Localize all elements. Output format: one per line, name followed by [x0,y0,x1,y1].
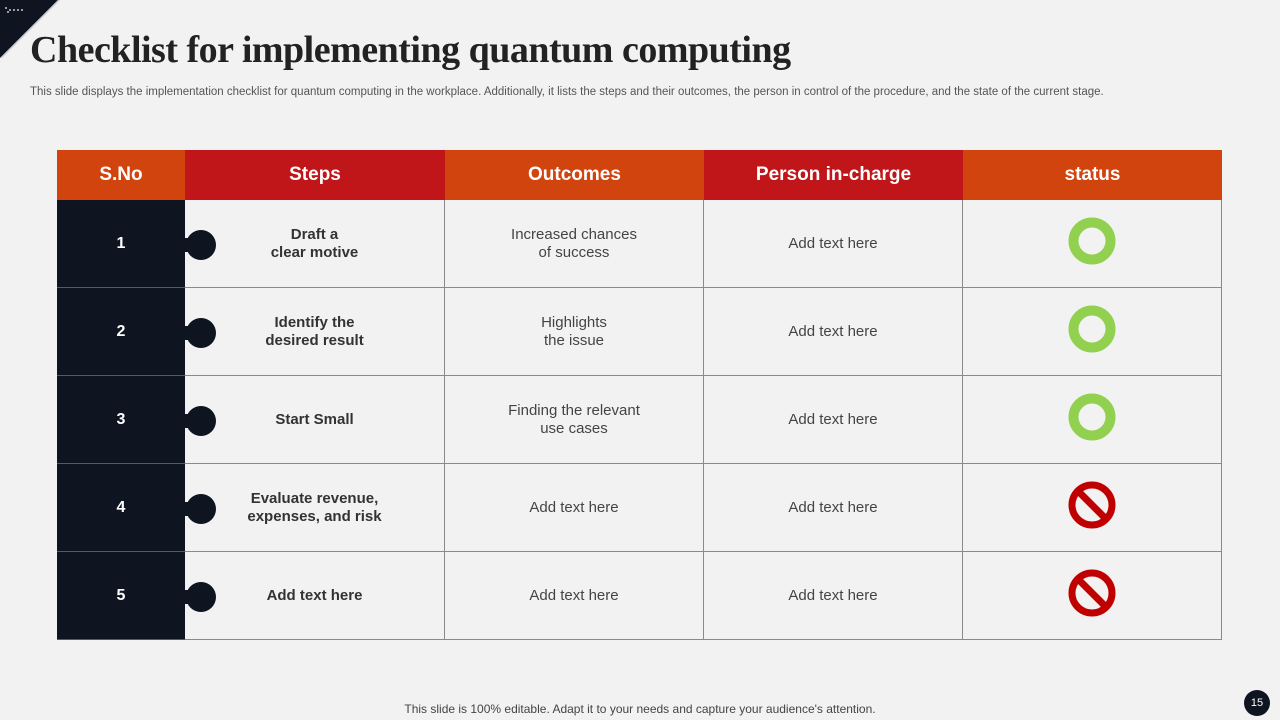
connector-knob [184,230,216,260]
person-cell [704,200,963,288]
status-cell [963,200,1222,288]
header-sno: S.No [57,150,185,200]
step-cell [185,464,445,552]
header-steps: Steps [185,150,445,200]
person-text: Add text here [788,498,878,516]
table-row [57,376,1222,464]
table-row [57,200,1222,288]
person-cell [704,552,963,640]
person-cell [704,288,963,376]
outcome-cell [445,200,704,288]
step-text: Identify the desired result [265,313,364,349]
outcome-text: Add text here [529,586,619,604]
row-number: 5 [57,552,185,640]
row-number: 1 [57,200,185,288]
outcome-cell [445,376,704,464]
header-status: status [963,150,1222,200]
row-number: 3 [57,376,185,464]
step-cell [185,376,445,464]
outcome-cell [445,464,704,552]
connector-knob [184,494,216,524]
step-text: Add text here [266,586,363,604]
outcome-cell [445,288,704,376]
header-person: Person in-charge [704,150,963,200]
status-cell [963,288,1222,376]
person-text: Add text here [788,322,878,340]
checklist-table [57,150,1222,640]
green-ring-icon [1067,304,1117,359]
person-text: Add text here [788,410,878,428]
outcome-cell [445,552,704,640]
outcome-text: Highlights the issue [541,313,607,349]
person-text: Add text here [788,234,878,252]
green-ring-icon [1067,216,1117,271]
connector-knob [184,318,216,348]
no-entry-icon [1067,568,1117,623]
page-number: 15 [1244,690,1270,716]
status-cell [963,464,1222,552]
row-number: 2 [57,288,185,376]
page-subtitle: This slide displays the implementation checklist for quantum computing in the workplace. Additionally, it lists the steps and their outcomes, the person in control of the procedure, and the state of the current stage. [30,86,1104,98]
step-text: Draft a clear motive [270,225,359,261]
header-outcomes: Outcomes [445,150,704,200]
step-text: Evaluate revenue, expenses, and risk [247,489,382,525]
no-entry-icon [1067,480,1117,535]
table-row [57,464,1222,552]
green-ring-icon [1067,392,1117,447]
outcome-text: Finding the relevant use cases [508,401,640,437]
connector-knob [184,406,216,436]
connector-knob [184,582,216,612]
person-cell [704,464,963,552]
step-cell [185,288,445,376]
footer-note: This slide is 100% editable. Adapt it to your needs and capture your audience's attention. [404,702,876,716]
step-cell [185,200,445,288]
step-cell [185,552,445,640]
status-cell [963,552,1222,640]
step-text: Start Small [275,410,354,428]
table-row [57,288,1222,376]
table-body [57,200,1222,640]
person-text: Add text here [788,586,878,604]
person-cell [704,376,963,464]
outcome-text: Add text here [529,498,619,516]
row-number: 4 [57,464,185,552]
table-row [57,552,1222,640]
outcome-text: Increased chances of success [511,225,637,261]
table-header-row [57,150,1222,200]
status-cell [963,376,1222,464]
page-title: Checklist for implementing quantum computing [30,29,791,71]
